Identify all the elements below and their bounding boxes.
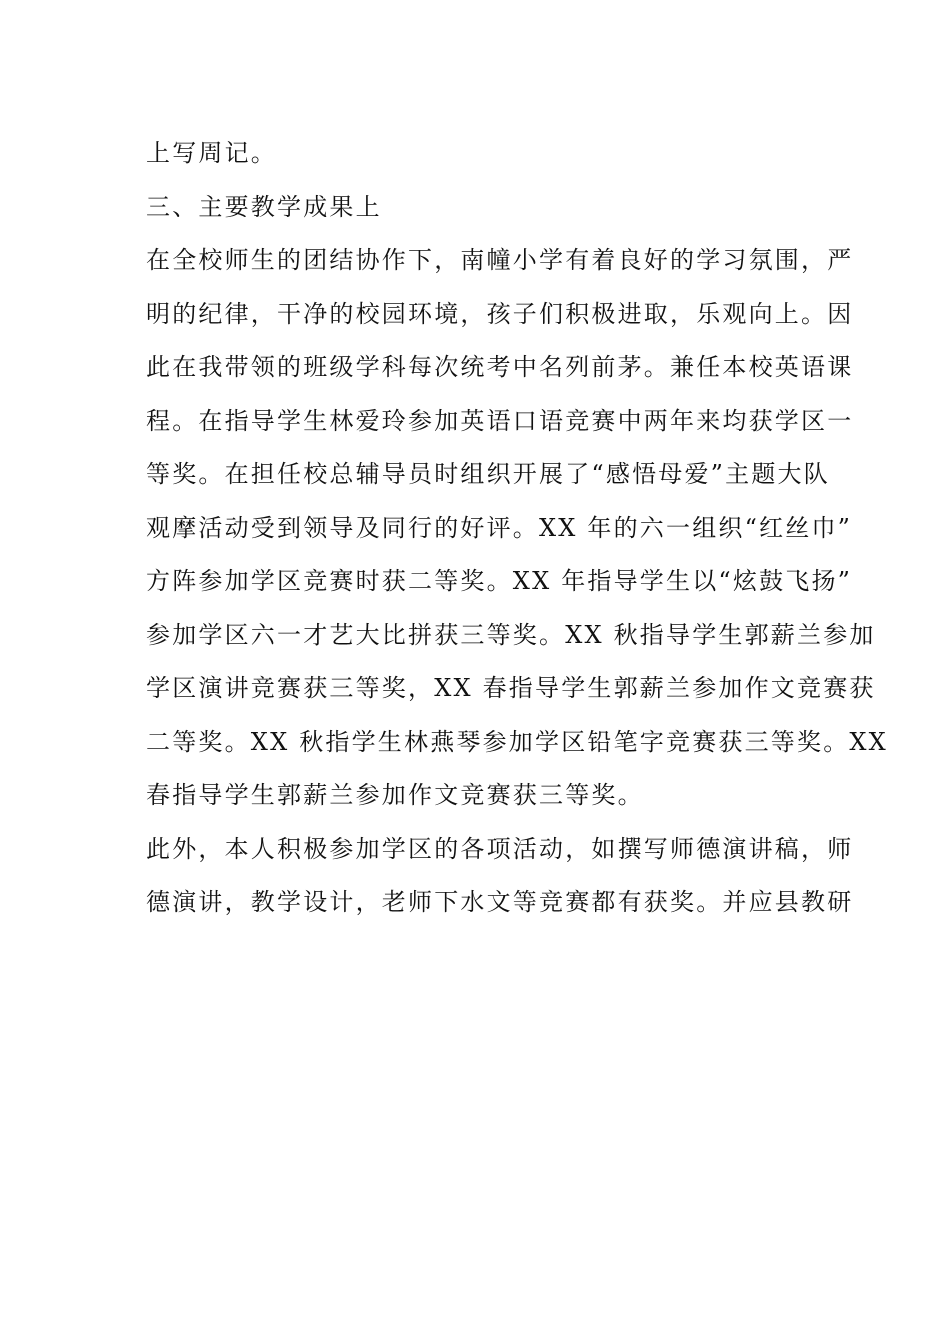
text-line-4: 明的纪律，干净的校园环境，孩子们积极进取，乐观向上。因 xyxy=(146,299,854,328)
text-line-11: 学区演讲竞赛获三等奖，XX 春指导学生郭薪兰参加作文竞赛获 xyxy=(146,674,876,702)
text-line-7: 等奖。在担任校总辅导员时组织开展了“感悟母爱”主题大队 xyxy=(146,460,830,488)
section-heading: 三、主要教学成果上 xyxy=(146,192,382,221)
text-line-8: 观摩活动受到领导及同行的好评。XX 年的六一组织“红丝巾” xyxy=(146,513,853,542)
text-line-3: 在全校师生的团结协作下，南幢小学有着良好的学习氛围，严 xyxy=(146,246,854,274)
text-line-15: 德演讲，教学设计，老师下水文等竞赛都有获奖。并应县教研 xyxy=(146,888,854,916)
text-line-10: 参加学区六一才艺大比拼获三等奖。XX 秋指导学生郭薪兰参加 xyxy=(146,620,876,649)
text-line-6: 程。在指导学生林爱玲参加英语口语竞赛中两年来均获学区一 xyxy=(146,406,854,435)
text-line-13: 春指导学生郭薪兰参加作文竞赛获三等奖。 xyxy=(146,781,644,809)
text-line-9: 方阵参加学区竞赛时获二等奖。XX 年指导学生以“炫鼓飞扬” xyxy=(146,567,853,595)
text-line-14: 此外，本人积极参加学区的各项活动，如撰写师德演讲稿，师 xyxy=(146,834,854,863)
text-line-5: 此在我带领的班级学科每次统考中名列前茅。兼任本校英语课 xyxy=(146,353,854,381)
text-line-1: 上写周记。 xyxy=(146,139,277,167)
text-line-12: 二等奖。XX 秋指学生林燕琴参加学区铅笔字竞赛获三等奖。XX xyxy=(146,727,888,756)
document-body xyxy=(146,127,888,930)
